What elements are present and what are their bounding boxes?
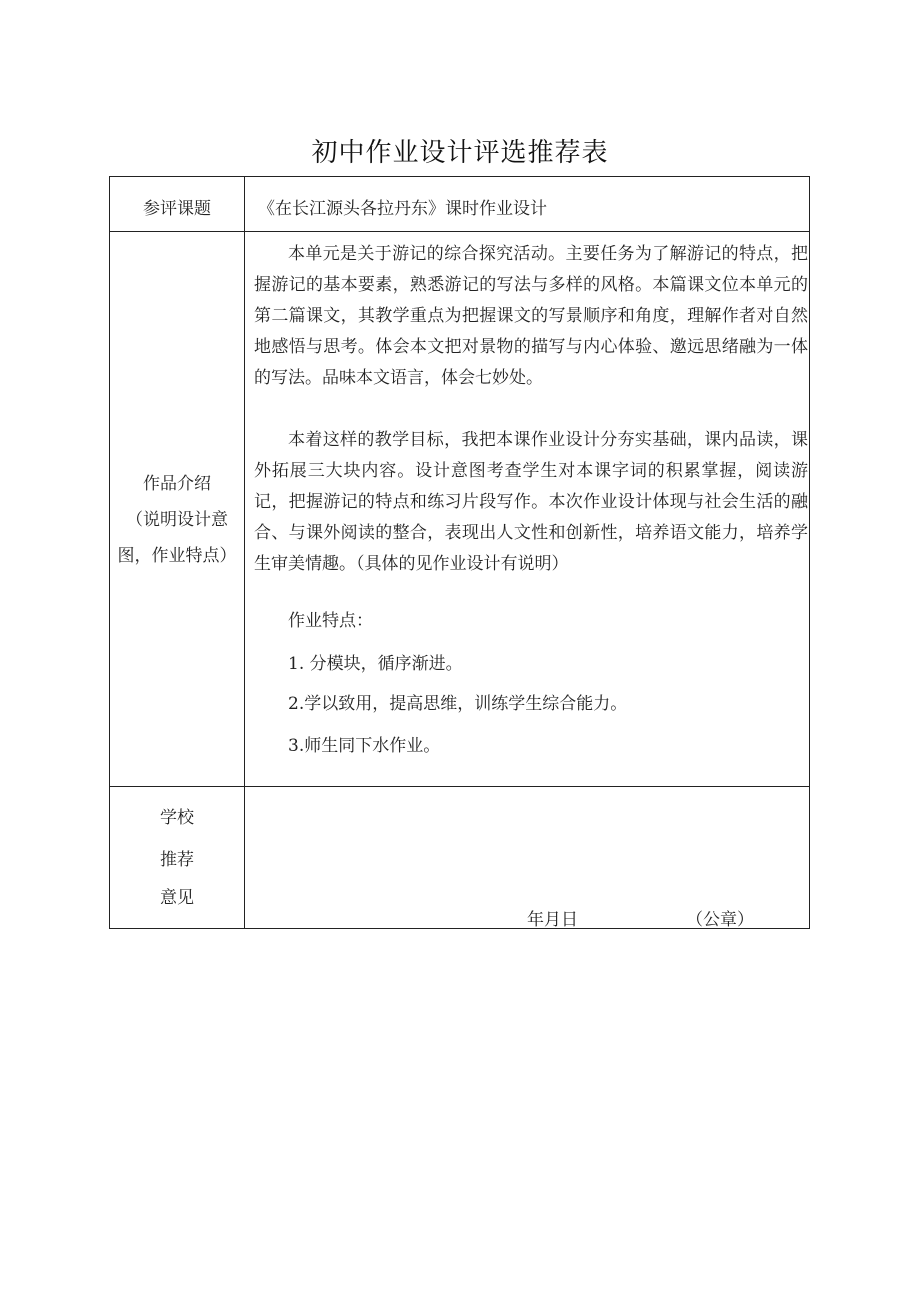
feature-item-3: 3.师生同下水作业。 [288, 736, 441, 756]
features-heading: 作业特点： [288, 611, 373, 631]
intro-label-line2: （说明设计意 [126, 510, 228, 530]
date-field: 年月日 [527, 910, 578, 930]
topic-value: 《在长江源头各拉丹东》课时作业设计 [258, 199, 547, 219]
school-label-line3: 意见 [160, 888, 194, 908]
row-divider [110, 786, 809, 787]
topic-label: 参评课题 [143, 199, 211, 219]
school-label-line2: 推荐 [160, 850, 194, 870]
row-divider [110, 231, 809, 232]
feature-item-1: 1. 分模块，循序渐进。 [288, 654, 463, 674]
school-label-line1: 学校 [160, 808, 194, 828]
page-title: 初中作业设计评选推荐表 [311, 138, 609, 168]
intro-label-line3: 图，作业特点） [117, 546, 237, 566]
intro-paragraph-2: 本着这样的教学目标，我把本课作业设计分夯实基础，课内品读，课外拓展三大块内容。设计意图考查学生对本课字词的积累掌握，阅读游记，把握游记的特点和练习片段写作。本次作业设计体现与社会生活的融合、与课外阅读的整合，表现出人文性和创新性，培养语文能力，培养学生审美情趣。（具体的见作业设计有说明） [254, 430, 808, 574]
recommendation-table [109, 176, 810, 929]
column-divider [244, 177, 245, 928]
official-seal-placeholder: （公章） [686, 910, 754, 930]
feature-item-2: 2.学以致用，提高思维，训练学生综合能力。 [288, 694, 628, 714]
intro-label-line1: 作品介绍 [143, 474, 211, 494]
intro-paragraph-1: 本单元是关于游记的综合探究活动。主要任务为了解游记的特点，把握游记的基本要素，熟悉游记的写法与多样的风格。本篇课文位本单元的第二篇课文，其教学重点为把握课文的写景顺序和角度，理解作者对自然地感悟与思考。体会本文把对景物的描写与内心体验、邀远思绪融为一体的写法。品味本文语言，体会七妙处。 [254, 244, 808, 388]
